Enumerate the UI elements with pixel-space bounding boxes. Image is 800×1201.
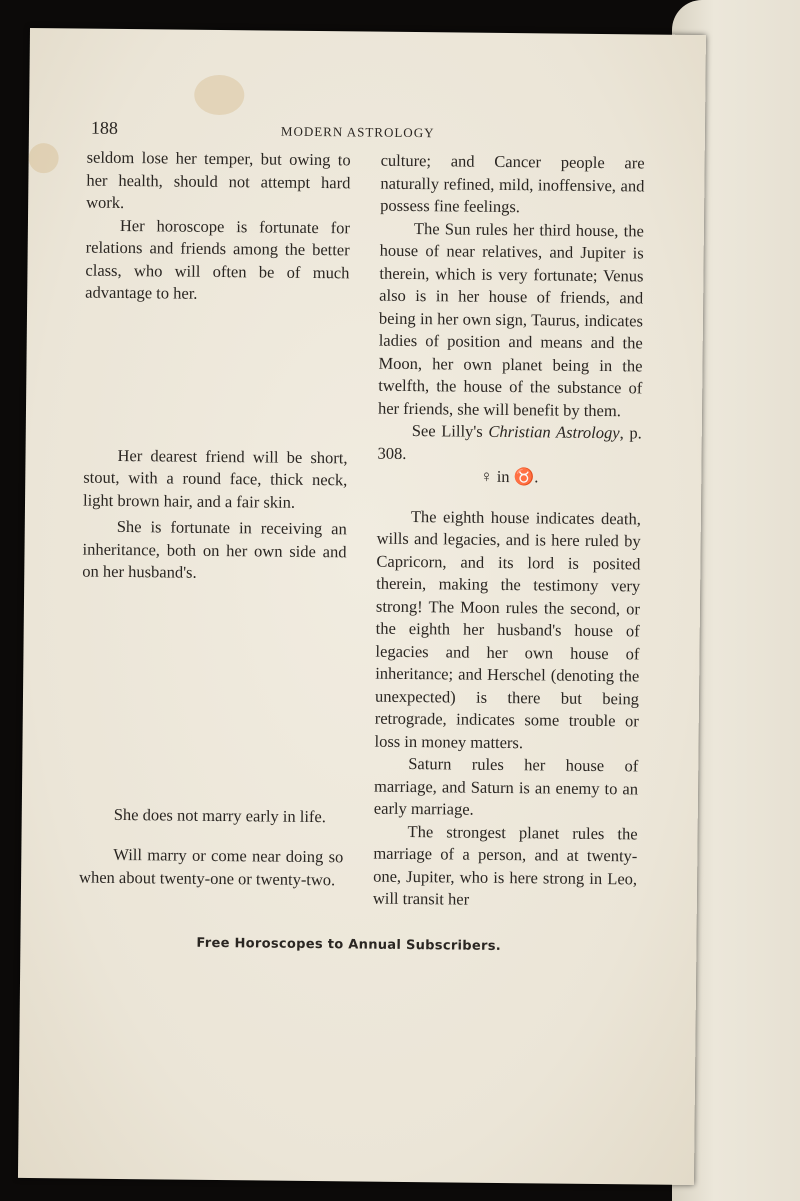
- paragraph: Saturn rules her house of marriage, and Saturn is an enemy to an early marriage.: [373, 754, 639, 819]
- right-column: [373, 150, 645, 913]
- paragraph: Her dearest friend will be short, stout, with a round face, thick neck, light brown hair, and a fair skin.: [82, 445, 348, 512]
- citation: [377, 420, 641, 468]
- running-title: MODERN ASTROLOGY: [280, 123, 435, 141]
- stain: [28, 143, 58, 173]
- columns: [21, 146, 647, 913]
- paragraph: Her horoscope is fortunate for relations and friends among the better class, who will often be of much advantage to her.: [85, 215, 351, 303]
- paragraph: The Sun rules her third house, the house of near relatives, and Jupiter is therein, which is very fortunate; Venus also is in her house of friends, and being in her own sign, Taurus, indicates ladies of position and means and the Moon, her own planet being in the twelfth, the house of the substance of her friends, she will benefit by them.: [377, 218, 645, 420]
- paragraph: She is fortunate in receiving an inheritance, both on her own side and on her husband's.: [82, 516, 347, 582]
- stain: [194, 75, 244, 116]
- paragraph: seldom lose her temper, but owing to her health, should not attempt hard work.: [86, 147, 351, 212]
- paragraph: Will marry or come near doing so when about twenty-one or twenty-two.: [79, 844, 344, 889]
- paragraph: The eighth house indicates death, wills and legacies, and is here ruled by Capricorn, and its lord is posited therein, making the testimony very strong! The Moon rules the second, or the eighth her husband's house of legacies and her own house of inheritance; and Herschel (denoting the unexpected) is there but being retrograde, indicates some trouble or loss in money matters.: [374, 506, 641, 752]
- book-page: [18, 28, 706, 1185]
- left-column: [79, 147, 351, 910]
- section-heading: ♀ in ♉.: [480, 466, 539, 487]
- citation-title: Christian Astrology: [488, 421, 620, 443]
- footer-advert: Free Horoscopes to Annual Subscribers.: [196, 935, 502, 954]
- citation-prefix: See Lilly's: [411, 421, 489, 441]
- paragraph: The strongest planet rules the marriage of a person, and at twenty-one, Jupiter, who is here strong in Leo, will transit her: [372, 821, 638, 909]
- paragraph: She does not marry early in life.: [113, 804, 327, 826]
- page-number: 188: [90, 117, 119, 138]
- citation-suffix: , p. 308.: [377, 423, 642, 463]
- paragraph: culture; and Cancer people are naturally refined, mild, inoffensive, and possess fine feelings.: [380, 150, 645, 217]
